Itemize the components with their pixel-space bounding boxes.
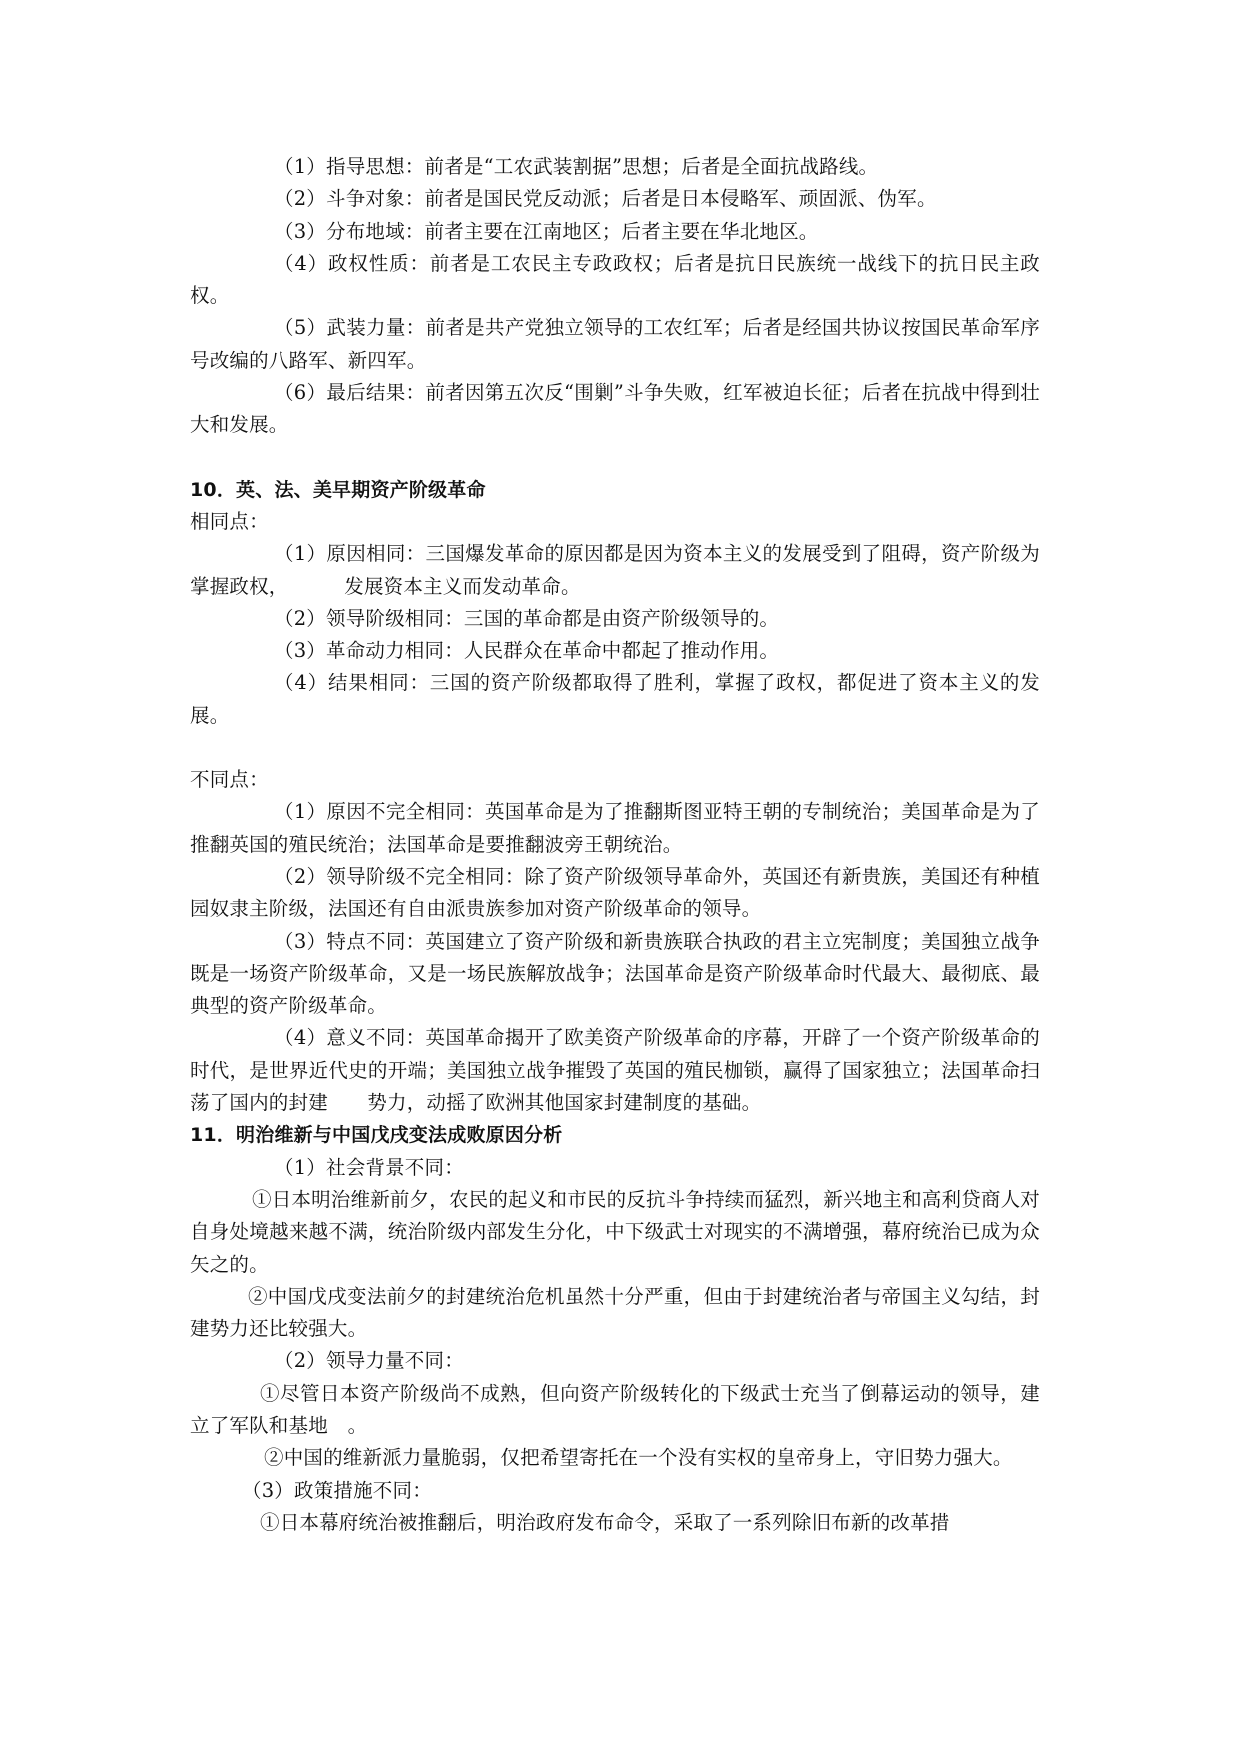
paragraph-same-cause: （1）原因相同：三国爆发革命的原因都是因为资本主义的发展受到了阻碍，资产阶级为掌握政权， 发展资本主义而发动革命。 [190, 542, 1040, 598]
section-heading-11: 11．明治维新与中国戊戌变法成败原因分析 [190, 1124, 563, 1147]
paragraph-china-leadership: ②中国的维新派力量脆弱，仅把希望寄托在一个没有实权的皇帝身上，守旧势力强大。 [264, 1446, 1013, 1470]
section-heading-10: 10．英、法、美早期资产阶级革命 [190, 478, 486, 501]
document-body [190, 151, 1040, 1539]
label-leadership: （2）领导力量不同： [274, 1349, 464, 1373]
paragraph-same-driving-force: （3）革命动力相同：人民群众在革命中都起了推动作用。 [274, 639, 780, 663]
paragraph-struggle-target: （2）斗争对象：前者是国民党反动派；后者是日本侵略军、顽固派、伪军。 [274, 187, 937, 211]
different-points-label: 不同点： [190, 768, 269, 792]
paragraph-japan-leadership: ①尽管日本资产阶级尚不成熟，但向资产阶级转化的下级武士充当了倒幕运动的领导，建立了军队和基地 。 [190, 1381, 1040, 1437]
label-social-background: （1）社会背景不同： [274, 1155, 464, 1179]
paragraph-distribution-region: （3）分布地域：前者主要在江南地区；后者主要在华北地区。 [274, 219, 819, 243]
paragraph-final-result: （6）最后结果：前者因第五次反“围剿”斗争失败，红军被迫长征；后者在抗战中得到壮大和发展。 [190, 381, 1040, 437]
paragraph-china-background: ②中国戊戌变法前夕的封建统治危机虽然十分严重，但由于封建统治者与帝国主义勾结，封建势力还比较强大。 [190, 1284, 1040, 1341]
paragraph-diff-significance: （4）意义不同：英国革命揭开了欧美资产阶级革命的序幕，开辟了一个资产阶级革命的时代，是世界近代史的开端；美国独立战争摧毁了英国的殖民枷锁，赢得了国家独立；法国革命扫荡了国内的封建 势力，动摇了欧洲其他国家封建制度的基础。 [190, 1026, 1040, 1115]
same-points-label: 相同点： [190, 509, 269, 533]
paragraph-diff-features: （3）特点不同：英国建立了资产阶级和新贵族联合执政的君主立宪制度；美国独立战争既是一场资产阶级革命，又是一场民族解放战争；法国革命是资产阶级革命时代最大、最彻底、最典型的资产阶级革命。 [190, 929, 1040, 1018]
label-policy-measures: （3）政策措施不同： [242, 1478, 432, 1502]
paragraph-same-result: （4）结果相同：三国的资产阶级都取得了胜利，掌握了政权，都促进了资本主义的发展。 [190, 671, 1040, 727]
paragraph-diff-cause: （1）原因不完全相同：英国革命是为了推翻斯图亚特王朝的专制统治；美国革命是为了推翻英国的殖民统治；法国革命是要推翻波旁王朝统治。 [190, 800, 1040, 856]
paragraph-same-leading-class: （2）领导阶级相同：三国的革命都是由资产阶级领导的。 [274, 606, 780, 630]
paragraph-japan-background: ①日本明治维新前夕，农民的起义和市民的反抗斗争持续而猛烈，新兴地主和高利贷商人对自身处境越来越不满，统治阶级内部发生分化，中下级武士对现实的不满增强，幕府统治已成为众矢之的。 [190, 1187, 1041, 1276]
paragraph-japan-policy: ①日本幕府统治被推翻后，明治政府发布命令，采取了一系列除旧布新的改革措 [260, 1510, 950, 1534]
paragraph-guiding-ideology: （1）指导思想：前者是“工农武装割据”思想；后者是全面抗战路线。 [274, 155, 879, 178]
paragraph-armed-forces: （5）武装力量：前者是共产党独立领导的工农红军；后者是经国共协议按国民革命军序号改编的八路军、新四军。 [190, 316, 1040, 372]
paragraph-regime-nature: （4）政权性质：前者是工农民主专政政权；后者是抗日民族统一战线下的抗日民主政权。 [190, 251, 1040, 308]
paragraph-diff-leading-class: （2）领导阶级不完全相同：除了资产阶级领导革命外，英国还有新贵族，美国还有种植园奴隶主阶级，法国还有自由派贵族参加对资产阶级革命的领导。 [190, 864, 1040, 921]
